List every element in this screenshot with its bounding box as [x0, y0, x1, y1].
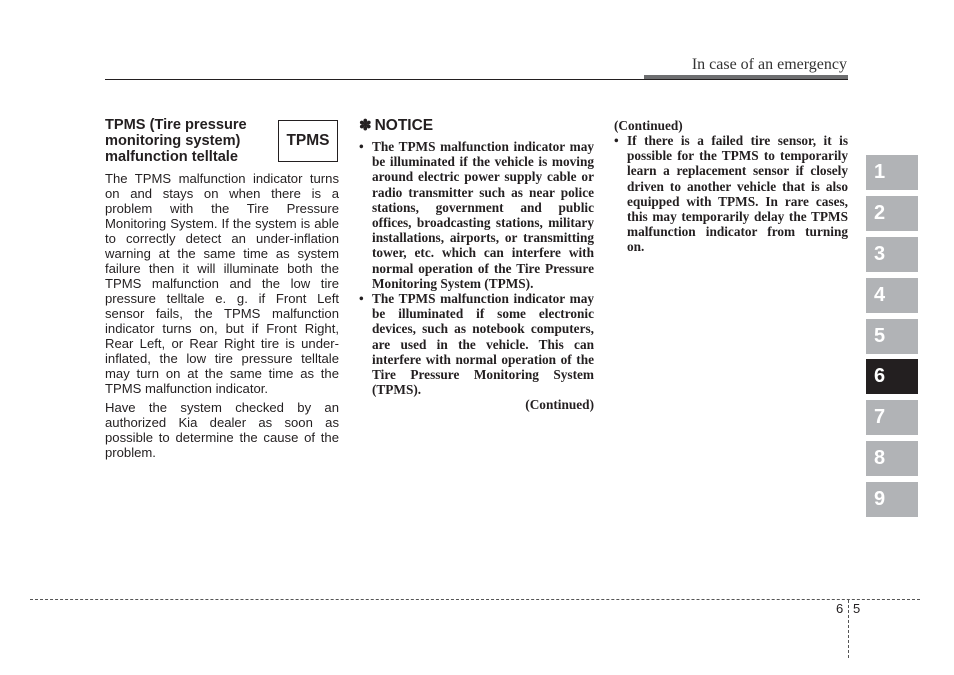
notice-item-text: The TPMS malfunction indicator may be illuminated if the vehicle is moving around electric power supply cable or radio transmitter such as near police stations, government and public offices, broadcasting stations, military installations, airports, or transmitting tower, etc. which can interfere with normal operation of the Tire Pressure Monitoring System (TPMS).: [372, 139, 594, 291]
section-heading: TPMS (Tire pressure monitoring system) malfunction telltale: [105, 117, 247, 165]
chapter-tab-7[interactable]: 7: [866, 400, 918, 435]
chapter-tab-5[interactable]: 5: [866, 319, 918, 354]
notice-item: [359, 291, 594, 397]
chapter-tab-9[interactable]: 9: [866, 482, 918, 517]
header-rule: [105, 79, 848, 80]
notice-list: [359, 139, 594, 397]
tpms-section: [105, 117, 339, 460]
continued-label: (Continued): [614, 118, 683, 133]
chapter-number: 6: [836, 601, 844, 616]
notice-heading: [359, 117, 594, 135]
chapter-tab-4[interactable]: 4: [866, 278, 918, 313]
notice-item: [359, 139, 594, 291]
bullet-icon: •: [359, 291, 364, 307]
section-title: In case of an emergency: [691, 56, 847, 73]
notice-continued-block: [614, 118, 848, 255]
bullet-icon: •: [614, 133, 619, 148]
chapter-tab-3[interactable]: 3: [866, 237, 918, 272]
continued-label: (Continued): [525, 397, 594, 413]
notice-star-icon: ✽: [359, 117, 372, 134]
body-paragraph: Have the system checked by an authorized Kia dealer as soon as possible to determine the cause of the problem.: [105, 400, 339, 460]
chapter-tab-2[interactable]: 2: [866, 196, 918, 231]
footer-page-divider: [848, 600, 849, 658]
notice-list: [614, 133, 848, 255]
body-paragraph: The TPMS malfunction indicator turns on and stays on when there is a problem with the Tire Pressure Monitoring System. If the system is able to correctly detect an under-inflation warning at the same time as system failure then it will illuminate both the TPMS malfunction and the low tire pressure telltale e. g. if Front Left sensor fails, the TPMS malfunction indicator turns on, but if Front Right, Rear Left, or Rear Right tire is under-inflated, the low tire pressure telltale may turn on at the same time as the TPMS malfunction indicator.: [105, 171, 339, 396]
notice-item-text: The TPMS malfunction indicator may be illuminated if some electronic devices, such as notebook computers, are used in the vehicle. This can interfere with normal operation of the Tire Pressure Monitoring System (TPMS).: [372, 291, 594, 398]
bullet-icon: •: [359, 139, 364, 154]
page-number: 5: [853, 601, 861, 616]
notice-title: NOTICE: [374, 117, 434, 134]
notice-item-text: If there is a failed tire sensor, it is possible for the TPMS to temporarily learn a replacement sensor if closely driven to another vehicle that is also equipped with TPMS. In rare cases, this may temporarily delay the TPMS malfunction indicator from turning on.: [627, 133, 848, 255]
chapter-tab-6[interactable]: 6: [866, 359, 918, 394]
chapter-tab-8[interactable]: 8: [866, 441, 918, 476]
notice-block: [359, 117, 594, 412]
tpms-telltale-icon: TPMS: [278, 120, 338, 162]
chapter-tab-1[interactable]: 1: [866, 155, 918, 190]
footer-divider: [30, 599, 920, 600]
notice-item: [614, 133, 848, 255]
